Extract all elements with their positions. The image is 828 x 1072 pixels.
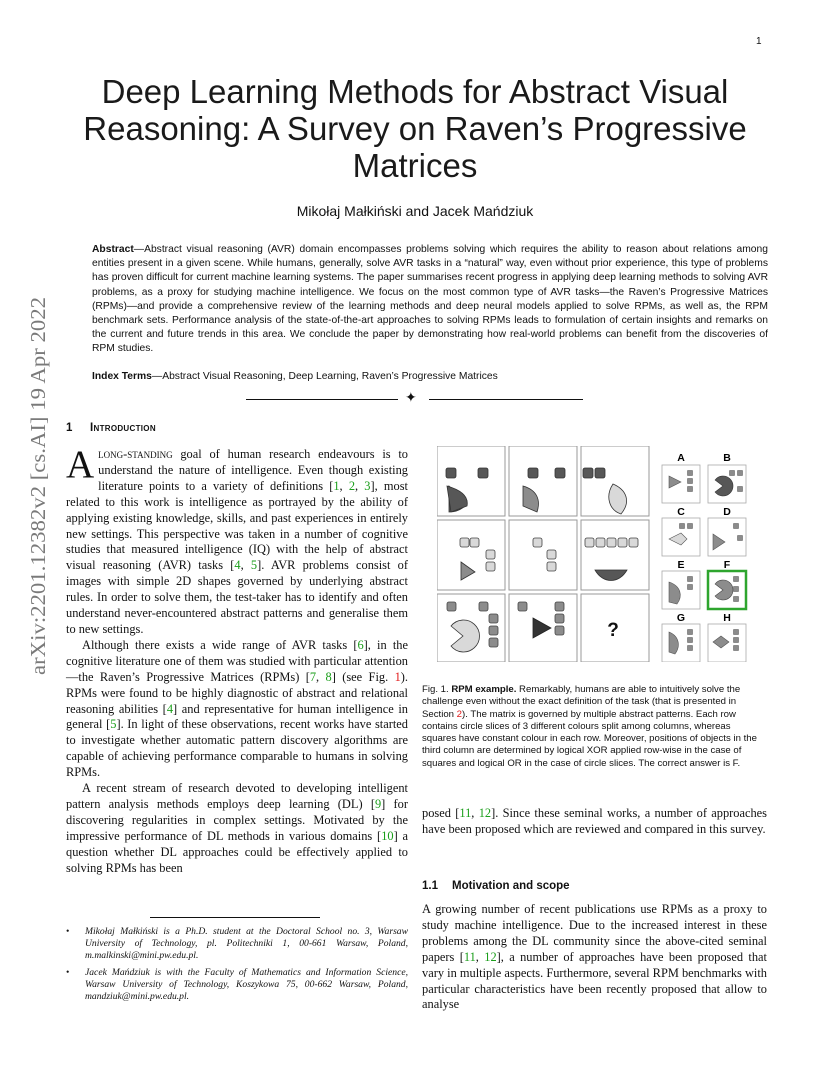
- paper-authors: Mikołaj Małkiński and Jacek Mańdziuk: [296, 203, 534, 219]
- intro-paragraph-3: [66, 781, 408, 876]
- caption-prefix: Fig. 1.: [422, 684, 452, 695]
- citation-link[interactable]: 12: [484, 949, 497, 964]
- abstract: [92, 243, 768, 357]
- index-terms-text: —Abstract Visual Reasoning, Deep Learning, Raven’s Progressive Matrices: [151, 371, 498, 382]
- answer-panel-g[interactable]: [662, 624, 700, 662]
- missing-panel-question-mark: ?: [607, 620, 619, 641]
- citation-link[interactable]: 4: [234, 558, 241, 573]
- paragraph-text: Although there exists a wide range of AVR tasks [: [82, 637, 358, 652]
- drop-cap: A: [66, 443, 95, 486]
- square-shape: [555, 468, 565, 478]
- square-shape: [733, 637, 739, 643]
- paragraph-text: ). RPMs were found to be highly diagnostic of abstract and relational reasoning abilities [: [66, 669, 408, 716]
- figure-ref-link[interactable]: 1: [394, 669, 401, 684]
- square-shape: [687, 645, 693, 651]
- square-shape: [470, 538, 479, 547]
- square-shape: [555, 626, 564, 635]
- square-shape: [486, 562, 495, 571]
- right-paragraph-1: [422, 806, 767, 838]
- citation-separator: ,: [355, 478, 365, 493]
- square-shape: [460, 538, 469, 547]
- citation-link[interactable]: 5: [110, 717, 117, 732]
- paragraph-text: ], in the cognitive literature one of them was studied with particular attention—the Raven’s Progressive Matrices (RPMs) [: [66, 637, 408, 684]
- answer-label: B: [723, 452, 731, 464]
- square-shape: [687, 523, 693, 529]
- paragraph-text: A growing number of recent publications use RPMs as a proxy to study machine intelligence. Due to the increased interest in these problems among the DL community since the above-cited seminal papers [: [422, 902, 767, 964]
- citation-link[interactable]: 9: [374, 796, 382, 811]
- answer-label: G: [676, 612, 686, 624]
- square-shape: [446, 468, 456, 478]
- answer-label: C: [677, 506, 685, 518]
- citation-link[interactable]: 12: [478, 806, 492, 820]
- square-shape: [737, 486, 743, 492]
- answer-label: A: [677, 452, 685, 464]
- square-shape: [687, 478, 693, 484]
- matrix-panel: [509, 520, 577, 590]
- answer-set: [662, 452, 746, 662]
- citation-separator: ,: [339, 478, 349, 493]
- matrix-panel: [509, 446, 577, 516]
- answer-label: E: [677, 559, 685, 571]
- separator-rule-right: [429, 399, 583, 400]
- square-shape: [733, 523, 739, 529]
- square-shape: [687, 470, 693, 476]
- answer-label: H: [723, 612, 731, 624]
- answer-panel-e[interactable]: [662, 571, 700, 609]
- abstract-text: —Abstract visual reasoning (AVR) domain encompasses problems solving which requires the ability to reason about relations among entities present in a given scene. While humans, generally, solve AVR tasks in a “natural” way, even without prior experience, this type of problems has proven difficult for current machine learning systems. The paper summarises recent progress in applying deep learning methods to solving AVR problems, as a proxy for studying machine intelligence. We focus on the most common type of AVR tasks—the Raven’s Progressive Matrices (RPMs)—and provide a comprehensive review of the learning methods and deep neural models applied to solve RPMs, as well as, the RPM benchmark sets. Performance analysis of the state-of-the-art approaches to solving RPMs leads to formulation of certain insights and remarks on the current and future trends in this area. We conclude the paper by demonstrating how real-world problems can benefit from the discoveries of RPM studies.: [92, 244, 768, 355]
- square-shape: [489, 638, 498, 647]
- square-shape: [555, 614, 564, 623]
- paragraph-text: ], a number of approaches have been proposed that vary in multiple aspects. Furthermore, several RPM benchmarks with particular characteristics have been recently proposed that allow to analyse: [422, 949, 768, 1012]
- separator-mark: ✦: [405, 391, 417, 406]
- square-shape: [607, 538, 616, 547]
- index-terms: [92, 371, 768, 382]
- citation-link[interactable]: 10: [381, 828, 394, 843]
- footnote-text: Jacek Mańdziuk is with the Faculty of Mathematics and Information Science, Warsaw University of Technology, Koszykowa 75, 00-662 Warsaw, Poland, mandziuk@mini.pw.edu.pl.: [85, 966, 408, 1003]
- subsection-number: 1.1: [422, 880, 438, 892]
- right-paragraph-2: [422, 902, 767, 1013]
- square-shape: [679, 523, 685, 529]
- paper-title: Deep Learning Methods for Abstract Visual Reasoning: A Survey on Raven’s Progressive Matrices: [83, 73, 747, 184]
- intro-paragraph-1: [66, 443, 408, 638]
- square-shape: [687, 584, 693, 590]
- square-shape: [733, 629, 739, 635]
- context-matrix: [437, 446, 649, 662]
- square-shape: [618, 538, 627, 547]
- paragraph-text: A recent stream of research devoted to developing intelligent pattern analysis methods employs deep learning (DL) [: [66, 781, 408, 811]
- square-shape: [547, 550, 556, 559]
- intro-paragraph-2: [66, 638, 408, 781]
- square-shape: [737, 470, 743, 476]
- caption-text: Remarkably, humans are able to intuitively solve the challenge even without the exact definition of the task (that is presented in Section: [422, 684, 741, 720]
- answer-panel-a[interactable]: [662, 465, 700, 503]
- footnote-item: [66, 967, 408, 1004]
- paragraph-text: ]. In light of these observations, recent works have started to investigate whether automatic pattern discovery algorithms are capable of achieving performance comparable to humans in solving RPMs.: [66, 717, 408, 780]
- square-shape: [447, 602, 456, 611]
- square-shape: [595, 468, 605, 478]
- index-terms-label: Index Terms: [92, 371, 152, 382]
- citation-link[interactable]: 7: [309, 669, 317, 684]
- citation-link[interactable]: 8: [325, 669, 332, 684]
- square-shape: [533, 538, 542, 547]
- paragraph-text: ]. AVR problems consist of images with simple 2D shapes governed by underlying abstract rules. In order to solve them, the test-taker has to identify and often understand never-encountered abstract patterns and generalise them to new settings.: [66, 558, 408, 636]
- section-title: Introduction: [90, 422, 156, 434]
- left-column: [66, 443, 408, 876]
- paragraph-text: ] (see Fig.: [331, 669, 395, 684]
- square-shape: [547, 562, 556, 571]
- paragraph-text: ] and representative for human intelligence in general [: [66, 701, 408, 732]
- answer-label: F: [723, 559, 731, 571]
- paragraph-text: goal of human research endeavours is to understand the nature of intelligence. Even though existing literature points to a variety of definitions [: [98, 447, 408, 493]
- answer-label: D: [723, 506, 731, 518]
- citation-link[interactable]: 4: [166, 701, 174, 716]
- square-shape: [583, 468, 593, 478]
- citation-link[interactable]: 6: [357, 637, 364, 652]
- square-shape: [486, 550, 495, 559]
- square-shape: [733, 596, 739, 602]
- paragraph-text: ] a question whether DL approaches could be effectively applied to solving RPMs has been: [66, 828, 408, 875]
- citation-link[interactable]: 1: [333, 478, 340, 493]
- square-shape: [737, 535, 743, 541]
- citation-link[interactable]: 5: [250, 558, 258, 573]
- citation-separator: ,: [316, 669, 326, 684]
- matrix-panel: [437, 446, 505, 516]
- square-shape: [687, 576, 693, 582]
- footnote-bullet: •: [66, 926, 70, 937]
- rpm-figure: [437, 446, 767, 662]
- citation-link[interactable]: 3: [364, 478, 371, 493]
- arxiv-stamp: [14, 295, 54, 675]
- subsection-title: Motivation and scope: [452, 880, 570, 892]
- caption-text: ). The matrix is governed by multiple abstract patterns. Each row contains circle slices of 3 different colours split among columns, whereas squares have constant colour in each row. Moreover, positions of objects in the third column are determined by logical XOR applied row-wise in the case of squares and logical OR in the case of circle slices. The correct answer is F.: [422, 708, 757, 769]
- citation-link[interactable]: 11: [463, 949, 476, 964]
- small-caps-lead: long-standing: [98, 447, 173, 461]
- citation-link[interactable]: 2: [348, 478, 356, 493]
- square-shape: [733, 586, 739, 592]
- paragraph-text: posed [: [422, 806, 460, 820]
- footnote-text: Mikołaj Małkiński is a Ph.D. student at the Doctoral School no. 3, Warsaw University of Technology, pl. Politechniki 1, 00-661 Warsaw, Poland, m.malkinski@mini.pw.edu.pl.: [85, 926, 408, 962]
- square-shape: [478, 468, 488, 478]
- subsection-heading: [422, 880, 570, 892]
- square-shape: [733, 645, 739, 651]
- separator-rule-left: [246, 399, 398, 400]
- arxiv-stamp-text: arXiv:2201.12382v2 [cs.AI] 19 Apr 2022: [26, 317, 50, 675]
- square-shape: [687, 637, 693, 643]
- square-shape: [729, 470, 735, 476]
- square-shape: [518, 602, 527, 611]
- square-shape: [489, 614, 498, 623]
- citation-separator: ,: [475, 949, 485, 964]
- paragraph-text: ] for discovering regularities in complex settings. Motivated by the impressive performance of DL methods in various domains [: [66, 796, 408, 843]
- abstract-label: Abstract: [92, 244, 134, 255]
- citation-separator: ,: [240, 558, 251, 573]
- figure-caption: [422, 684, 767, 770]
- footnote-rule: [150, 917, 320, 918]
- paragraph-text: ]. Since these seminal works, a number of approaches have been proposed which are reviewed and compared in this survey.: [422, 806, 767, 836]
- footnote-item: [66, 926, 408, 963]
- section-ref-link[interactable]: 2: [456, 708, 463, 720]
- footnote-bullet: •: [66, 966, 70, 978]
- square-shape: [528, 468, 538, 478]
- citation-link[interactable]: 11: [459, 806, 472, 820]
- square-shape: [585, 538, 594, 547]
- caption-bold: RPM example.: [451, 684, 517, 695]
- square-shape: [687, 486, 693, 492]
- square-shape: [555, 602, 564, 611]
- page-number: 1: [756, 36, 762, 47]
- footnotes: [66, 926, 408, 1007]
- square-shape: [489, 626, 498, 635]
- section-number: 1: [66, 422, 73, 434]
- square-shape: [479, 602, 488, 611]
- square-shape: [733, 576, 739, 582]
- square-shape: [687, 629, 693, 635]
- citation-separator: ,: [471, 806, 479, 820]
- paragraph-text: ], most related to this work is intelligence as portrayed by the ability of applying existing knowledge, skills, and past experiences in entirely new settings. This perspective was taken in a number of cognitive studies that measured intelligence (IQ) with the help of abstract visual reasoning (AVR) tasks [: [66, 478, 408, 573]
- square-shape: [596, 538, 605, 547]
- square-shape: [629, 538, 638, 547]
